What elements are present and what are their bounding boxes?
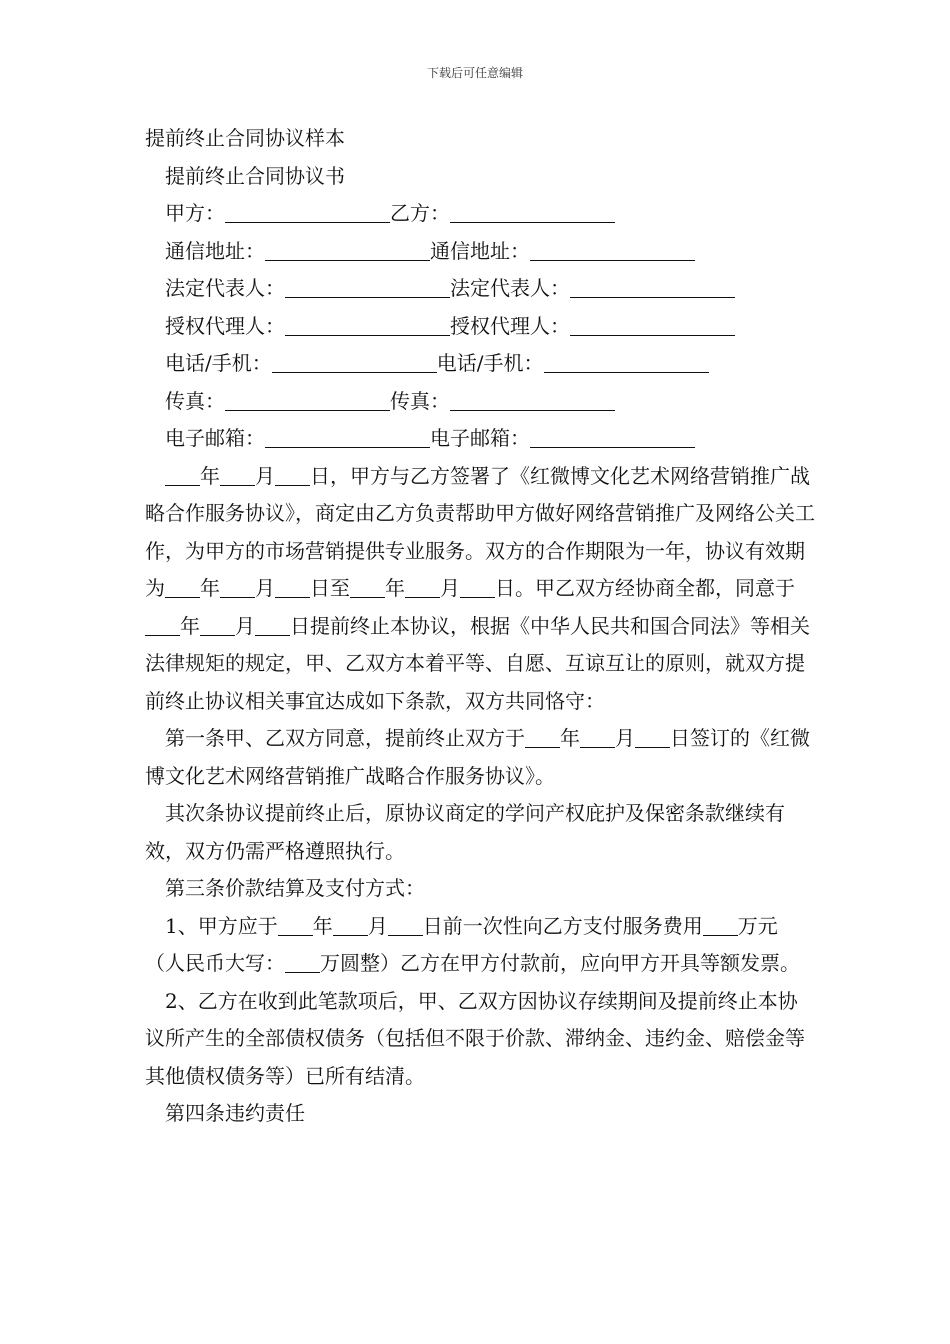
article-1: 第一条甲、乙双方同意，提前终止双方于 年 月 日签订的《红微博文化艺术网络营销推广战略合作服务协议》。 (145, 726, 810, 788)
blank-field[interactable] (405, 575, 440, 598)
article-3-item-1: 1、甲方应于 年 月 日前一次性向乙方支付服务费用 万元（人民币大写： 万圆整）乙方在甲方付款前，应向甲方开具等额发票。 (145, 913, 800, 975)
party-b-label: 授权代理人： (450, 313, 570, 338)
article-3-item-2: 2、乙方在收到此笔款项后，甲、乙双方因协议存续期间及提前终止本协议所产生的全部债权债务（包括但不限于价款、滞纳金、违约金、赔偿金等其他债权债务等）已所有结清。 (145, 988, 805, 1088)
party-row (145, 345, 815, 383)
party-b-label: 传真： (390, 388, 450, 413)
party-b-label: 电话/手机： (436, 351, 544, 375)
party-a-field[interactable] (272, 350, 437, 373)
party-row (145, 308, 815, 346)
document-subtitle: 提前终止合同协议书 (165, 163, 345, 188)
blank-field[interactable] (703, 913, 738, 936)
party-row (145, 270, 815, 308)
blank-field[interactable] (200, 613, 235, 636)
party-b-field[interactable] (450, 200, 615, 223)
party-b-label: 乙方： (390, 201, 450, 225)
party-a-field[interactable] (265, 425, 430, 448)
party-a-field[interactable] (285, 275, 450, 298)
party-a-field[interactable] (225, 388, 390, 411)
blank-field[interactable] (165, 463, 200, 486)
party-a-field[interactable] (285, 313, 450, 336)
blank-field[interactable] (255, 613, 290, 636)
article-4-title: 第四条违约责任 (165, 1101, 305, 1125)
party-row (145, 233, 815, 271)
document-title: 提前终止合同协议样本 (145, 126, 345, 150)
page-header: 下载后可任意编辑 (426, 66, 523, 80)
party-info-block (145, 195, 815, 458)
party-a-field[interactable] (265, 238, 430, 261)
blank-field[interactable] (580, 725, 615, 748)
party-b-field[interactable] (570, 313, 735, 336)
party-row (145, 420, 815, 458)
party-b-field[interactable] (530, 238, 695, 261)
blank-field[interactable] (350, 575, 385, 598)
party-a-field[interactable] (225, 200, 390, 223)
article-3-title: 第三条价款结算及支付方式： (165, 876, 425, 900)
party-b-label: 通信地址： (430, 238, 530, 263)
blank-field[interactable] (333, 913, 368, 936)
party-b-field[interactable] (544, 350, 709, 373)
party-b-field[interactable] (530, 425, 695, 448)
party-a-label: 通信地址： (165, 238, 265, 263)
intro-paragraph: 年 月 日，甲方与乙方签署了《红微博文化艺术网络营销推广战略合作服务协议》，商定由乙方负责帮助甲方做好网络营销推广及网络公关工作，为甲方的市场营销提供专业服务。双方的合作期限为一年，协议有效期为 年 月 日至 年 月 日。甲乙双方经协商全都，同意于年 月 日提前终止本协议，根据《中华人民共和国合同法》等相关法律规矩的规定，甲、乙双方本着平等、自愿、互谅互让的原则，就双方提前终止协议相关事宜达成如下条款，双方共同恪守： (145, 463, 815, 713)
blank-field[interactable] (285, 950, 320, 973)
party-row (145, 195, 815, 233)
party-a-label: 电子邮箱： (165, 426, 265, 450)
party-a-label: 法定代表人： (165, 276, 285, 300)
blank-field[interactable] (220, 575, 255, 598)
party-b-label: 电子邮箱： (430, 426, 530, 450)
blank-field[interactable] (635, 725, 670, 748)
party-b-field[interactable] (570, 275, 735, 298)
party-a-label: 传真： (165, 388, 225, 413)
blank-field[interactable] (278, 913, 313, 936)
blank-field[interactable] (165, 575, 200, 598)
blank-field[interactable] (275, 575, 310, 598)
blank-field[interactable] (525, 725, 560, 748)
party-row (145, 383, 815, 421)
blank-field[interactable] (220, 463, 255, 486)
blank-field[interactable] (145, 613, 180, 636)
party-a-label: 电话/手机： (165, 351, 272, 375)
article-2: 其次条协议提前终止后，原协议商定的学问产权庇护及保密条款继续有效，双方仍需严格遵照执行。 (145, 801, 785, 863)
blank-field[interactable] (275, 463, 310, 486)
blank-field[interactable] (388, 913, 423, 936)
blank-field[interactable] (460, 575, 495, 598)
document-body (145, 120, 815, 1133)
party-a-label: 甲方： (165, 201, 225, 225)
party-b-label: 法定代表人： (450, 276, 570, 300)
party-a-label: 授权代理人： (165, 313, 285, 338)
party-b-field[interactable] (450, 388, 615, 411)
